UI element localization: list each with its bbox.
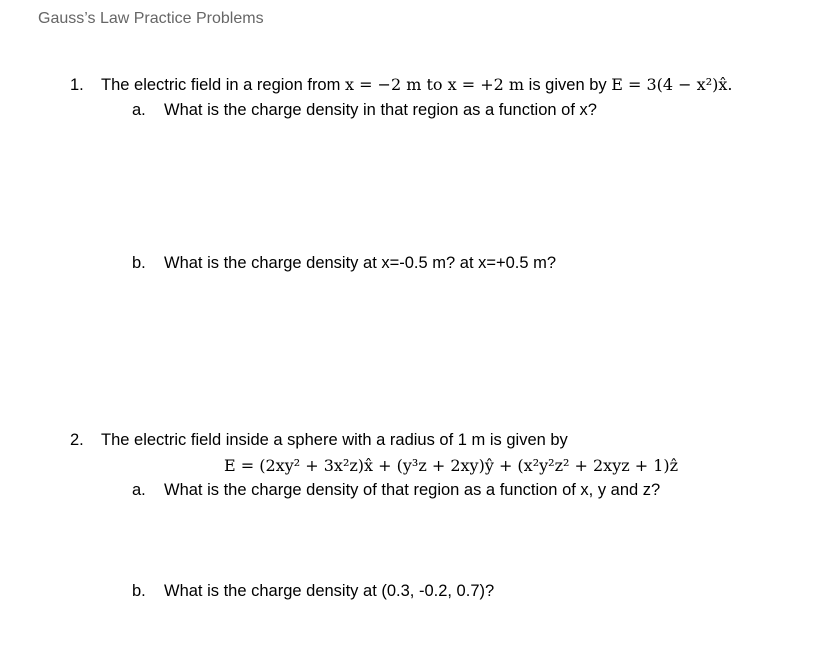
problem-1-text: The electric field in a region from [101,76,341,94]
problem-1-part-b [132,253,557,273]
part-label: a. [132,101,146,119]
part-text: What is the charge density at x=-0.5 m? at x=+0.5 m? [164,254,557,272]
part-label: a. [132,481,146,499]
problem-2-part-b [132,581,495,601]
part-text: What is the charge density in that region as a function of x? [164,101,597,119]
problem-2-number: 2. [70,431,84,449]
part-text: What is the charge density at (0.3, -0.2, 0.7)? [164,582,495,600]
part-text: What is the charge density of that region as a function of x, y and z? [164,481,661,499]
problem-1-number: 1. [70,76,84,94]
part-label: b. [132,582,146,600]
problem-2-part-a [132,480,661,500]
problem-1-range: x = −2 m to x = +2 m [344,75,525,94]
problem-2-text: The electric field inside a sphere with a radius of 1 m is given by [101,431,568,449]
page-header: Gauss’s Law Practice Problems [38,10,264,27]
problem-1-part-a [132,100,597,120]
part-label: b. [132,254,146,272]
problem-2-field-equation: E = (2xy² + 3x²z)x̂ + (y³z + 2xy)ŷ + (x²y²z² + 2xyz + 1)ẑ [224,456,679,475]
problem-1-field-equation: E = 3(4 − x²)x̂. [611,75,733,94]
problem-1-text-mid: is given by [528,76,607,94]
